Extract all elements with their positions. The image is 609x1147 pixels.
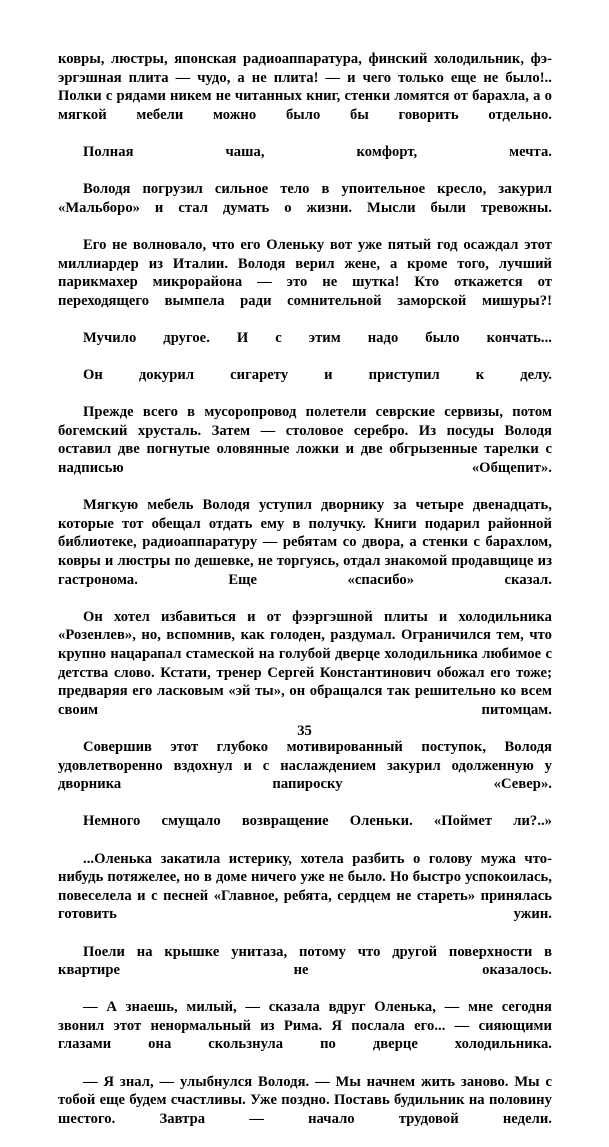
paragraph: ...Оленька закатила истерику, хотела разбить о голову мужа что-нибудь потяжелее, но в доме ничего уже не было. Но быстро успокоилась, повеселела и с песней «Главное, ребята, сердцем не стареть» принялась готовить ужин. [58, 850, 552, 923]
paragraph: Полная чаша, комфорт, мечта. [83, 143, 552, 160]
page-number: 35 [297, 723, 312, 739]
paragraph: Он докурил сигарету и приступил к делу. [83, 367, 552, 384]
paragraph: Его не волновало, что его Оленьку вот уже пятый год осаждал этот миллиардер из Италии. Володя верил жене, а кроме того, лучший парикмахер микрорайона — это не шутка! Кто откажется от переходящего вымпела ради сомнительной заморской мишуры?! [58, 236, 552, 309]
paragraph: — Я знал, — улыбнулся Володя. — Мы начнем жить заново. Мы с тобой еще будем счастливы. Уже поздно. Поставь будильник на половину шестого. Завтра — начало трудовой недели. [58, 1073, 552, 1127]
paragraph: Немного смущало возвращение Оленьки. «Поймет ли?..» [83, 813, 552, 830]
paragraph: Он хотел избавиться и от фээргэшной плиты и холодильника «Розенлев», но, вспомнив, как голоден, раздумал. Ограничился тем, что крупно нацарапал стамеской на голубой дверце холодильника любимое с детства слово. Кстати, тренер Сергей Константинович обожал его тоже; предваряя его ласковым «эй ты», он обращался так решительно ко всем своим питомцам. [58, 608, 552, 718]
paragraph: Совершив этот глубоко мотивированный поступок, Володя удовлетворенно вздохнул и с наслаждением закурил одолженную у дворника папироску «Север». [58, 738, 552, 793]
page-text-block [58, 50, 552, 1147]
paragraph: ковры, люстры, японская радиоаппаратура, финский холодильник, фэ-эргэшная плита — чудо, а не плита! — и чего только еще не было!.. Полки с рядами никем не читанных книг, стенки ломятся от барахла, а о мягкой мебели можно было бы говорить отдельно. [58, 51, 552, 123]
paragraph: Володя погрузил сильное тело в упоительное кресло, закурил «Мальборо» и стал думать о жизни. Мысли были тревожны. [58, 181, 552, 216]
paragraph: Мягкую мебель Володя уступил дворнику за четыре двенадцать, которые тот обещал отдать ему в получку. Книги подарил районной библиотеке, радиоаппаратуру — ребятам со двора, а стенки с барахлом, ковры и люстры по дешевке, не торгуясь, отдал знакомой продавщице из гастронома. Еще «спасибо» сказал. [58, 497, 552, 588]
paragraph: — А знаешь, милый, — сказала вдруг Оленька, — мне сегодня звонил этот ненормальный из Рима. Я послала его... — сияющими глазами она скользнула по дверце холодильника. [58, 999, 552, 1053]
paragraph: Прежде всего в мусоропровод полетели севрские сервизы, потом богемский хрусталь. Затем — столовое серебро. Из посуды Володя оставил две погнутые оловянные ложки и две обгрызенные тарелки с надписью «Общепит». [58, 404, 552, 477]
paragraph: Мучило другое. И с этим надо было кончать... [83, 329, 552, 346]
paragraph: Поели на крышке унитаза, потому что другой поверхности в квартире не оказалось. [58, 943, 552, 979]
